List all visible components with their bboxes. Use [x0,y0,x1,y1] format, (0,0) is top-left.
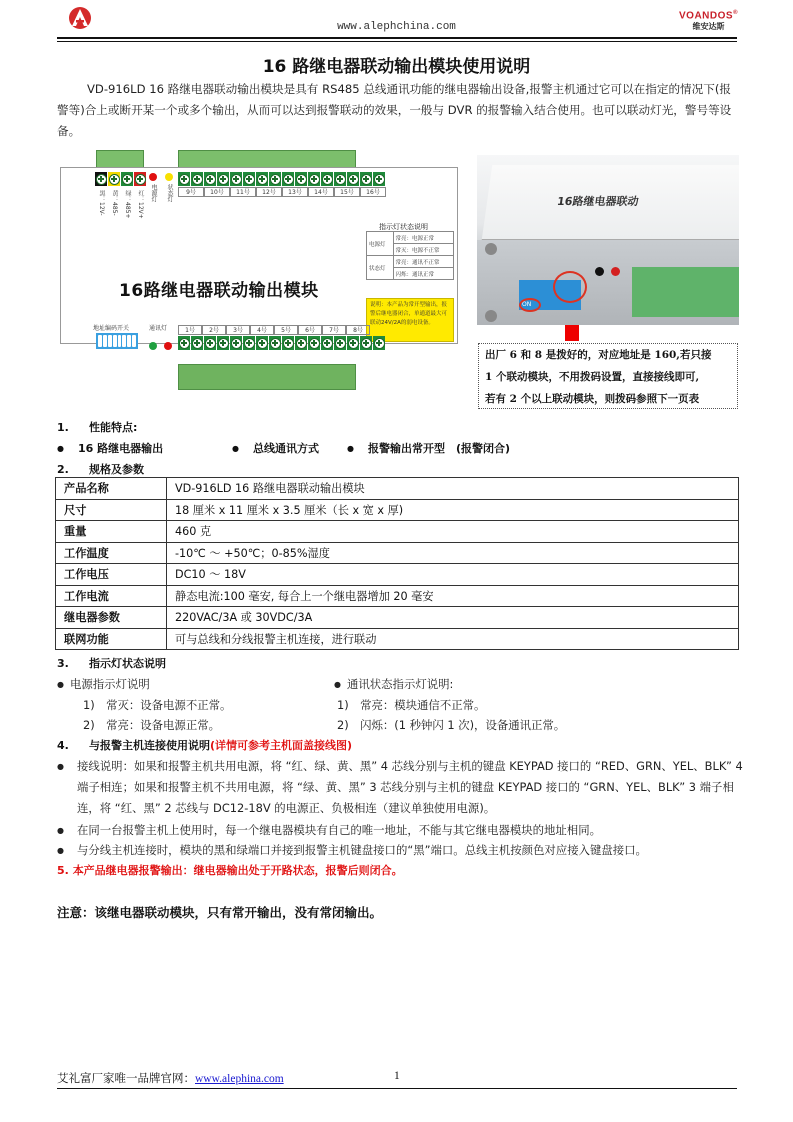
table-row: 联网功能 可与总线和分线报警主机连接，进行联动 [56,628,739,650]
channel-label: 12号 [256,187,282,197]
channel-label: 11号 [230,187,256,197]
feature-item: ● 报警输出常开型 (报警闭合) [347,440,510,456]
channel-terminals-bottom [178,336,385,350]
channel-label: 4号 [250,325,274,335]
legend-state: 常亮：通讯不正常 [393,256,453,268]
channel-label: 15号 [334,187,360,197]
channel-label: 16号 [360,187,386,197]
brand-logo [679,10,738,32]
terminal-label-green: 绿：485+ [124,190,131,219]
footer-link[interactable]: www.alephina.com [195,1073,284,1085]
terminal-yellow-icon [109,174,120,185]
legend-state: 常灭：电源不正常 [393,244,453,256]
channel-label: 5号 [274,325,298,335]
legend-state: 常亮：电源正常 [393,232,453,244]
channel-label: 14号 [308,187,334,197]
comm-led-item: 1) 常亮：模块通信不正常。 [337,698,486,712]
feature-item: ● 16 路继电器输出 [57,440,163,456]
comm-led-green-icon [149,342,157,350]
legend-group: 状态灯 [367,256,394,280]
feature-item: ● 总线通讯方式 [232,440,319,456]
channel-label: 8号 [346,325,370,335]
section-4-heading: 4. 与报警主机连接使用说明(详情可参考主机面盖接线图) [57,739,353,752]
dip-on-label: ON [522,301,532,308]
table-row: 尺寸 18 厘米 x 11 厘米 x 3.5 厘米（长 x 宽 x 厚) [56,499,739,521]
factory-default-callout [478,343,738,409]
channel-terminals-top [178,172,385,186]
table-row: 工作电压 DC10 ～ 18V [56,564,739,586]
channel-label: 9号 [178,187,204,197]
table-row: 产品名称 VD-916LD 16 路继电器联动输出模块 [56,478,739,500]
table-row: 继电器参数 220VAC/3A 或 30VDC/3A [56,607,739,629]
callout-pointer [565,325,579,341]
channel-label: 3号 [226,325,250,335]
channel-connector-plug-bottom [178,364,356,390]
channel-label: 2号 [202,325,226,335]
comm-led-item: 2) 闪烁：(1 秒钟闪 1 次)，设备通讯正常。 [337,718,566,732]
intro-paragraph: VD-916LD 16 路继电器联动输出模块是具有 RS485 总线通讯功能的继电器输出设备,报警主机通过它可以在指定的情况下(报警等)合上或断开某一个或多个输出，从而可以达到报警联动的效果，一般与 DVR 的报警输入结合使用。也可以联动灯光，警号等设备。 [57,82,732,138]
power-led-head: ● 电源指示灯说明 [57,676,150,692]
power-terminals [95,172,146,186]
photo-terminal-block [632,267,739,317]
table-row: 工作电流 静态电流:100 毫安, 每合上一个继电器增加 20 毫安 [56,585,739,607]
terminal-label-black: 黑：12V- [98,190,105,216]
module-panel [60,167,458,344]
comm-led-label: 通讯灯 [149,325,168,332]
brand-name-cn: 维安达斯 [692,22,725,32]
power-led-item: 1) 常灭：设备电源不正常。 [83,698,232,712]
highlight-circle-icon [553,271,587,303]
module-diagram [58,150,460,392]
power-led-icon [149,173,157,181]
channel-label: 13号 [282,187,308,197]
power-led-label: 电源灯 [150,184,157,202]
status-led-label: 状态灯 [166,184,173,202]
callout-line: 1 个联动模块，不用拨码设置，直接接线即可, [485,371,700,383]
terminal-red-icon [135,174,146,185]
callout-line: 若有 2 个以上联动模块，则拨码参照下一页表 [485,393,700,405]
channel-label: 6号 [298,325,322,335]
photo-led-red-icon [611,267,620,276]
highlight-circle-icon [519,298,541,312]
channel-labels-bottom [178,325,370,335]
channel-label: 7号 [322,325,346,335]
comm-led-head: ● 通讯状态指示灯说明: [334,676,453,692]
terminal-label-red: 红：12V+ [137,190,144,219]
split-host-bullet: ● 与分线主机连接时，模块的黑和绿端口并接到报警主机键盘接口的“黑”端口。总线主机按颜色对应接入键盘接口。 [57,843,647,857]
page-footer [57,1070,737,1089]
screw-icon [485,243,497,255]
page-number: 1 [394,1070,400,1082]
header-site-url: www.alephchina.com [337,21,456,33]
terminal-label-yellow: 黄：485- [111,190,118,216]
channel-labels-top [178,187,386,197]
registered-mark: ® [733,10,738,16]
diagram-note: 说明：本产品为常开型输出，报警后继电器闭合，单通道最大可联动24V/2A的弱电设备。 [366,298,454,342]
dip-switch-label: 地址编码开关 [93,325,130,332]
section-5-note: 5. 本产品继电器报警输出：继电器输出处于开路状态，报警后则闭合。 [57,864,403,877]
comm-led-red-icon [164,342,172,350]
channel-label: 1号 [178,325,202,335]
photo-label: 16路继电器联动 [556,195,640,208]
section-2-heading: 2. 规格及参数 [57,463,144,476]
legend-group: 电源灯 [367,232,394,256]
channel-label: 10号 [204,187,230,197]
screw-icon [485,310,497,322]
brand-name: VOANDOS [679,10,734,22]
spec-table [55,477,739,650]
section-3-heading: 3. 指示灯状态说明 [57,657,166,670]
header-divider-thin [57,41,737,42]
header-divider [57,37,737,39]
table-row: 重量 460 克 [56,521,739,543]
legend-state: 闪烁：通讯正常 [393,268,453,280]
photo-led-black-icon [595,267,604,276]
wiring-bullet: ● 接线说明：如果和报警主机共用电源，将 “红、绿、黄、黑” 4 芯线分别与主机的键盘 KEYPAD 接口的 “RED、GRN、YEL、BLK” 4 端子相连；如果和报警主机不共用电源，将 “绿、黄、黑” 3 芯线分别与主机的键盘 KEYPAD 接口的 “GRN、YEL、BLK” 3 端子相连，将 “红、黑” 2 芯线与 DC12-18V 的电源正、负极相连（建议单独使用电源)。 [57,759,743,815]
indicator-legend-table [366,231,454,280]
address-bullet: ● 在同一台报警主机上使用时，每一个继电器模块有自己的唯一地址，不能与其它继电器模块的地址相同。 [57,823,601,837]
document-title: 16 路继电器联动输出模块使用说明 [262,57,531,77]
terminal-black-icon [96,174,107,185]
final-note: 注意：该继电器联动模块，只有常开输出，没有常闭输出。 [57,905,383,920]
diagram-title: 16路继电器联动输出模块 [119,281,319,301]
status-led-icon [165,173,173,181]
power-led-item: 2) 常亮：设备电源正常。 [83,718,220,732]
section-1-heading: 1. 性能特点: [57,421,138,434]
dip-switch-icon [96,333,138,349]
table-row: 工作温度 -10℃ ～ +50℃；0-85%湿度 [56,542,739,564]
footer-label: 艾礼富厂家唯一品牌官网： [57,1073,195,1085]
callout-line: 出厂 6 和 8 是拨好的，对应地址是 160,若只接 [485,349,712,361]
product-photo [477,155,739,325]
legend-title: 指示灯状态说明 [379,223,428,231]
photo-top-face [482,165,739,240]
terminal-green-icon [122,174,133,185]
